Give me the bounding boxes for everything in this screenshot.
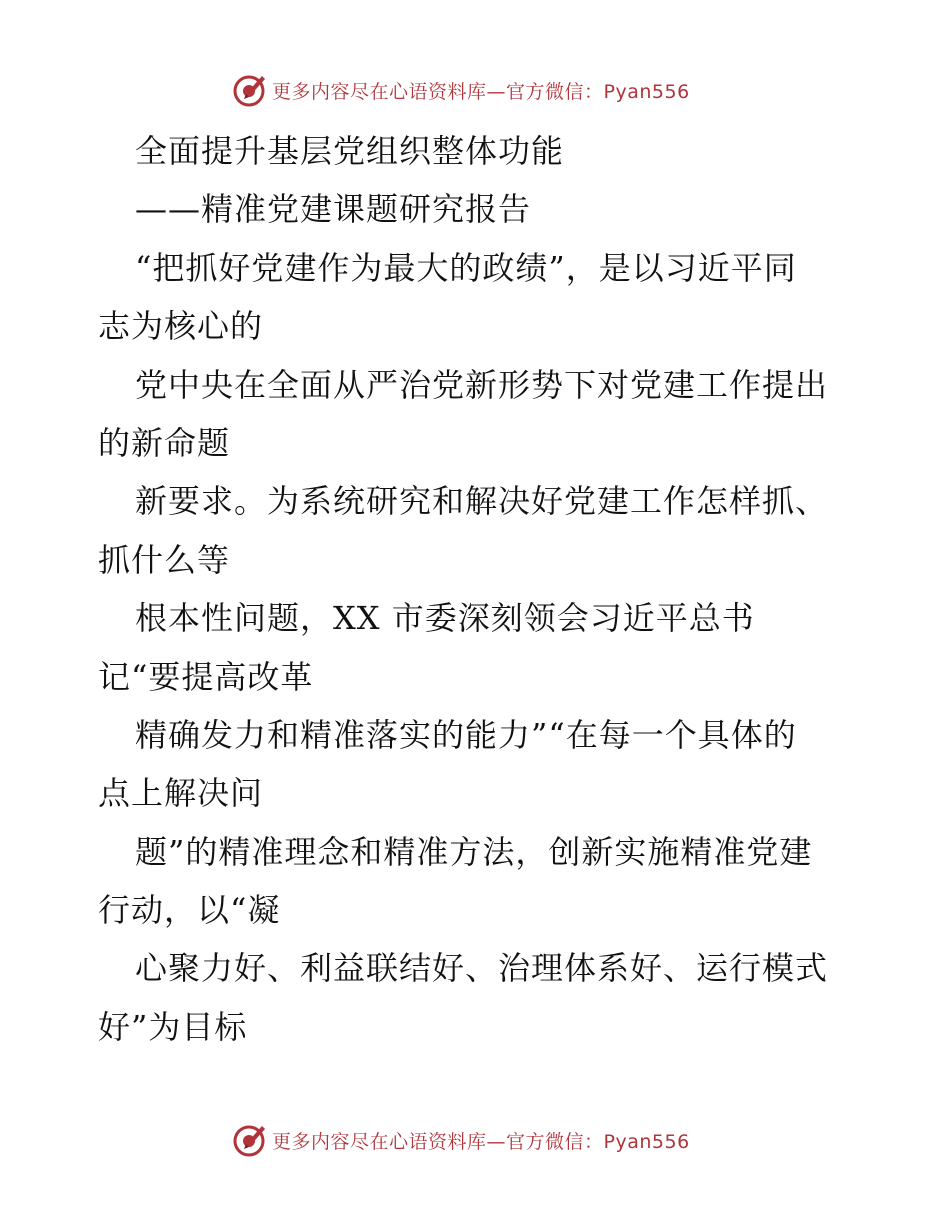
body-text-line: 记“要提高改革 bbox=[98, 657, 314, 696]
pen-logo-icon bbox=[232, 72, 268, 108]
watermark-text: 更多内容尽在心语资料库—官方微信：Pyan556 bbox=[272, 80, 690, 103]
body-text-line: 志为核心的 bbox=[98, 307, 264, 346]
watermark-header bbox=[232, 70, 690, 110]
watermark-text: 更多内容尽在心语资料库—官方微信：Pyan556 bbox=[272, 1130, 690, 1153]
body-text-line: 好”为目标 bbox=[98, 1007, 248, 1046]
body-text-line: 抓什么等 bbox=[98, 540, 231, 579]
body-text-line: 点上解决问 bbox=[98, 774, 264, 813]
body-text-line: 题”的精准理念和精准方法，创新实施精准党建 bbox=[135, 832, 813, 871]
document-title: 全面提升基层党组织整体功能 bbox=[135, 132, 565, 170]
pen-logo-icon bbox=[232, 1122, 268, 1158]
body-text-line: 行动，以“凝 bbox=[98, 891, 281, 930]
document-body bbox=[98, 122, 858, 1056]
body-text-line: 新要求。为系统研究和解决好党建工作怎样抓、 bbox=[135, 482, 829, 521]
body-text-line: 精确发力和精准落实的能力”“在每一个具体的 bbox=[135, 715, 797, 754]
watermark-footer bbox=[232, 1120, 690, 1160]
body-text-line: 心聚力好、利益联结好、治理体系好、运行模式 bbox=[135, 949, 829, 988]
body-text-line: 的新命题 bbox=[98, 423, 231, 462]
body-text-line: 根本性问题，XX 市委深刻领会习近平总书 bbox=[135, 599, 755, 638]
body-text-line: “把抓好党建作为最大的政绩”，是以习近平同 bbox=[135, 248, 797, 287]
body-text-line: 党中央在全面从严治党新形势下对党建工作提出 bbox=[135, 365, 829, 404]
document-subtitle: ——精准党建课题研究报告 bbox=[135, 190, 532, 229]
